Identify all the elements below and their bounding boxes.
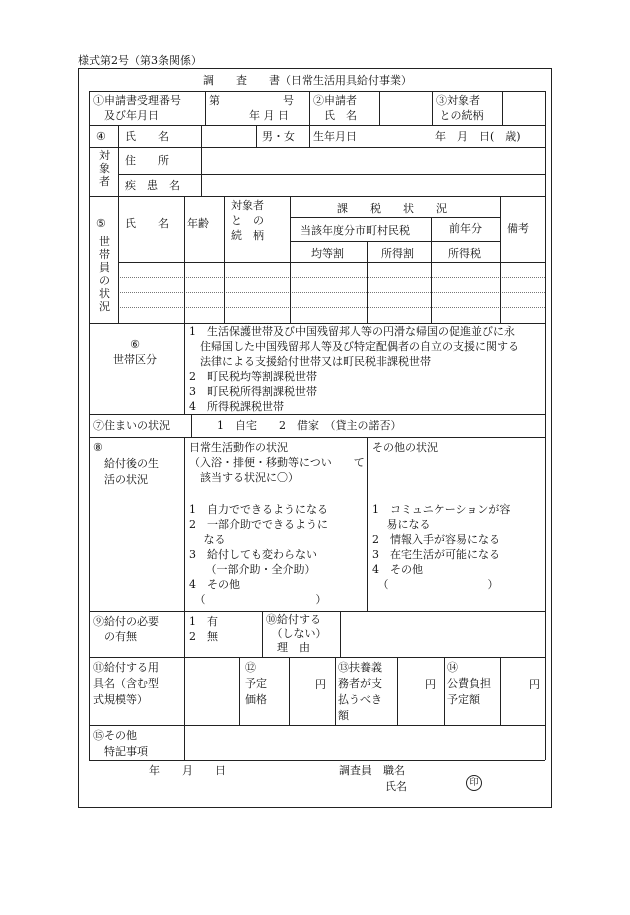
- receipt-number-label: ①申請書受理番号 及び年月日: [93, 94, 181, 122]
- income-tax-header: 所得税: [448, 247, 481, 260]
- household-number: ⑤: [96, 217, 106, 230]
- housing-status-options: 1 自宅 2 借家 （貸主の諾否）: [217, 419, 402, 432]
- household-category-list: [189, 324, 519, 414]
- price-yen: 円: [315, 678, 326, 691]
- seal-mark: 印: [466, 775, 482, 791]
- household-category-label: ⑥ 世帯区分: [113, 338, 157, 366]
- daily-activity-items: 1 自力でできるようになる 2 一部介助でできるように なる 3 給付しても変わらない （一部介助・全介助） 4 その他 （ ）: [189, 503, 328, 606]
- public-yen: 円: [529, 678, 540, 691]
- address-label: 住 所: [125, 154, 169, 167]
- category-item: 3 町民税所得割課税世帯: [189, 385, 317, 398]
- receipt-date: 年 月 日: [249, 109, 289, 122]
- receipt-go: 号: [283, 94, 294, 107]
- remarks-header: 備考: [507, 222, 529, 235]
- form-number: 様式第2号（第3条関係）: [78, 54, 202, 67]
- municipal-tax-header: 当該年度分市町村民税: [300, 224, 410, 237]
- survey-form: [78, 68, 552, 808]
- income-levy-header: 所得割: [381, 247, 414, 260]
- category-item: 住帰国した中国残留邦人等及び特定配偶者の自立の支援に関する: [189, 340, 519, 353]
- footer-date: 年 月 日: [149, 764, 226, 777]
- age-header: 年齢: [187, 217, 209, 230]
- investigator-name: 氏名: [385, 780, 407, 793]
- member-relation-header: 対象者 と の 続 柄: [231, 199, 264, 242]
- subject-vertical-label: 対 象 者: [99, 149, 110, 188]
- applicant-name-label: ②申請者 氏 名: [313, 94, 357, 122]
- daily-activity-title: 日常生活動作の状況 （入浴・排便・移動等につい て 該当する状況に〇）: [189, 441, 365, 484]
- investigator-title: 調査員 職名: [339, 764, 405, 777]
- planned-price-label: ⑫ 予定 価格: [245, 661, 267, 706]
- gender-options: 男・女: [262, 130, 295, 143]
- form-title: 調 査 書（日常生活用具給付事業）: [203, 74, 412, 87]
- support-yen: 円: [425, 678, 436, 691]
- subject-name-label: 氏 名: [125, 130, 169, 143]
- tax-status-header: 課 税 状 況: [337, 202, 447, 215]
- public-burden-label: ⑭ 公費負担 予定額: [447, 661, 491, 706]
- subject-number: ④: [96, 130, 106, 143]
- receipt-dai: 第: [209, 94, 220, 107]
- other-status-items: 1 コミュニケーションが容 易になる 2 情報入手が容易になる 3 在宅生活が可能になる 4 その他 （ ）: [372, 503, 511, 591]
- reason-label: ⑩給付する （しない） 理 由: [266, 613, 327, 654]
- equal-levy-header: 均等割: [311, 247, 344, 260]
- household-vertical-label: 世 帯 員 の 状 況: [99, 235, 110, 313]
- necessity-options: 1 有 2 無: [189, 615, 218, 643]
- birthdate-label: 生年月日: [313, 130, 357, 143]
- necessity-label: ⑨給付の必要 の有無: [93, 615, 159, 643]
- category-item: 2 町民税均等割課税世帯: [189, 370, 317, 383]
- category-item: 法律による支援給付世帯又は町民税非課税世帯: [189, 355, 431, 368]
- disease-label: 疾 患 名: [125, 179, 180, 192]
- category-item: 1 生活保護世帯及び中国残留邦人等の円滑な帰国の促進並びに永: [189, 325, 515, 338]
- support-obligation-label: ⑬扶養義 務者が支 払うべき 額: [338, 661, 382, 722]
- special-notes-label: ⑮その他 特記事項: [93, 729, 148, 758]
- housing-status-label: ⑦住まいの状況: [93, 419, 170, 432]
- previous-year-header: 前年分: [449, 222, 482, 235]
- birthdate-value: 年 月 日( 歳): [435, 130, 521, 143]
- category-item: 4 所得税課税世帯: [189, 400, 284, 413]
- member-name-header: 氏 名: [125, 217, 169, 230]
- other-status-title: その他の状況: [372, 441, 438, 454]
- relation-label: ③対象者 との続柄: [436, 94, 484, 122]
- equipment-name-label: ⑪給付する用 具名（含む型 式規模等）: [93, 661, 159, 706]
- post-provision-label: ⑧ 給付後の生 活の状況: [93, 441, 159, 486]
